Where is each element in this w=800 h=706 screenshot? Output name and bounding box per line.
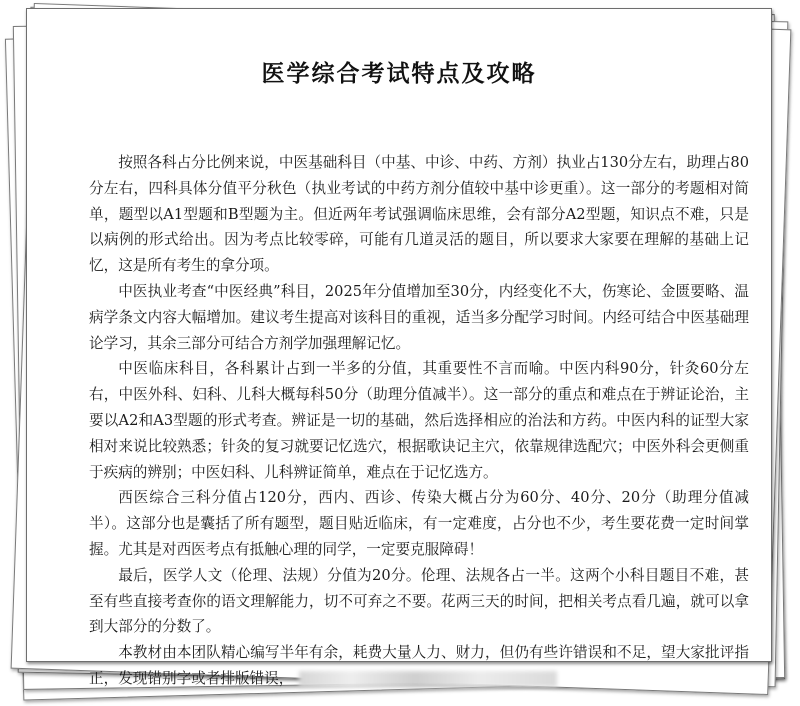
paragraph: 西医综合三科分值占120分，西内、西诊、传染大概占分为60分、40分、20分（助理分值减半）。这部分也是囊括了所有题型，题目贴近临床，有一定难度，占分也不少，考生要花费一定时间掌握。尤其是对西医考点有抵触心理的同学，一定要克服障碍！: [89, 489, 749, 558]
document-body: [89, 150, 749, 692]
paragraph-last: [89, 640, 749, 692]
paragraph-text: 本教材由本团队精心编写半年有余，耗费大量人力、财力，但仍有些许错误和不足，望大家批评指正，发现错别字或者排版错误，: [89, 644, 749, 687]
paragraph: 中医临床科目，各科累计占到一半多的分值，其重要性不言而喻。中医内科90分，针灸60分左右，中医外科、妇科、儿科大概每科50分（助理分值减半）。这一部分的重点和难点在于辨证论治，主要以A2和A3型题的形式考查。辨证是一切的基础，然后选择相应的治法和方药。中医内科的证型大家相对来说比较熟悉；针灸的复习就要记忆选穴，根据歌诀记主穴，依靠规律选配穴；中医外科会更侧重于疾病的辨别；中医妇科、儿科辨证简单，难点在于记忆选方。: [89, 360, 749, 481]
paragraph: 中医执业考查“中医经典”科目，2025年分值增加至30分，内经变化不大，伤寒论、金匮要略、温病学条文内容大幅增加。建议考生提高对该科目的重视，适当多分配学习时间。内经可结合中医基础理论学习，其余三部分可结合方剂学加强理解记忆。: [89, 282, 749, 352]
document-page: [26, 8, 772, 687]
paragraph: 最后，医学人文（伦理、法规）分值为20分。伦理、法规各占一半。这两个小科目题目不难，甚至有些直接考查你的语文理解能力，切不可弃之不要。花两三天的时间，把相关考点看几遍，就可以拿到大部分的分数了。: [89, 566, 749, 636]
document-title: 医学综合考试特点及攻略: [261, 60, 537, 87]
blurred-text-region: [299, 671, 557, 687]
paragraph: 按照各科占分比例来说，中医基础科目（中基、中诊、中药、方剂）执业占130分左右，助理占80分左右，四科具体分值平分秋色（执业考试的中药方剂分值较中基中诊更重）。这一部分的考题相对简单，题型以A1型题和B型题为主。但近两年考试强调临床思维，会有部分A2型题，知识点不难，只是以病例的形式给出。因为考点比较零碎，可能有几道灵活的题目，所以要求大家要在理解的基础上记忆，这是所有考生的拿分项。: [89, 154, 749, 275]
